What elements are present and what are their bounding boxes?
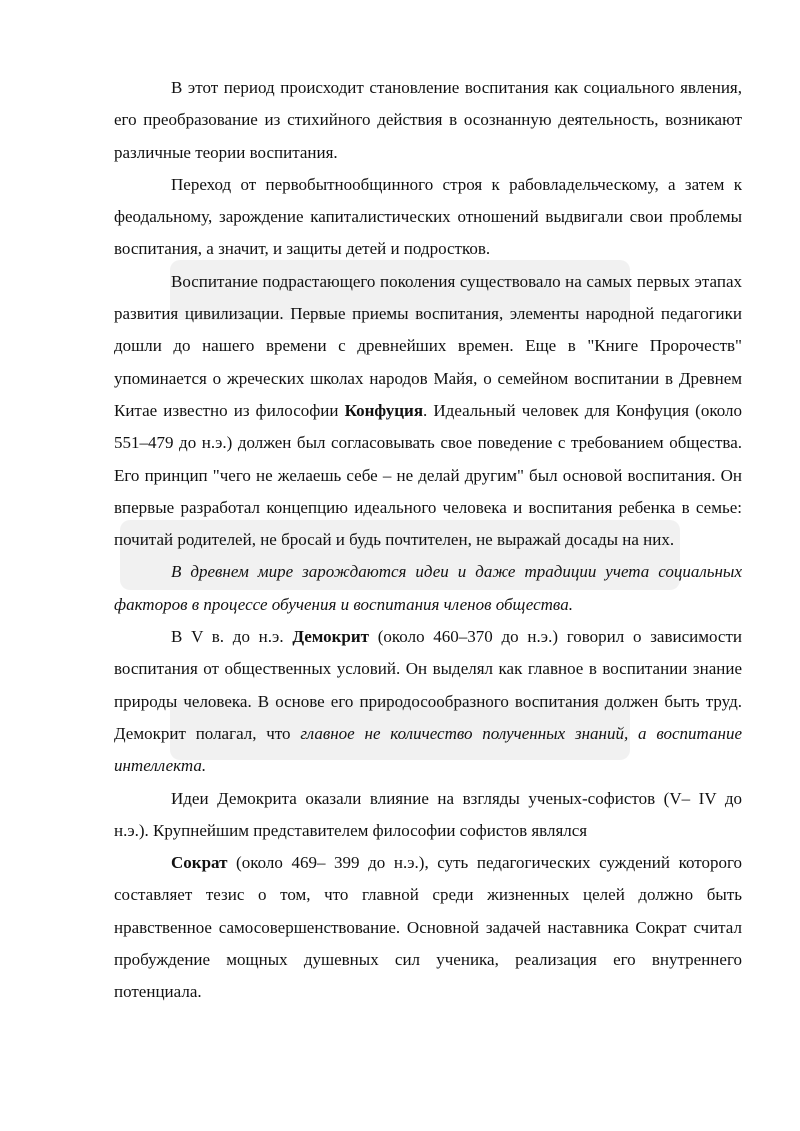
paragraph-3-text-end: . Идеальный человек для Конфуция (около 551–479 до н.э.) должен был согласовывать свое поведение с требованием общества. Его принцип "чего не желаешь себе – не делай другим" был основой воспитания. Он впервые разработал концепцию идеального человека и воспитания ребенка в семье: почитай родителей, не бросай и будь почтителен, не выражай досады на них. (114, 400, 742, 550)
paragraph-7-text: (около 469– 399 до н.э.), суть педагогических суждений которого составляет тезис о том, что главной среди жизненных целей должно быть нравственное самосовершенствование. Основной задачей наставника Сократ считал пробуждение мощных душевных сил ученика, реализация его внутреннего потенциала. (114, 853, 742, 1002)
paragraph-6-text: Идеи Демокрита оказали влияние на взгляды ученых-софистов (V– IV до н.э.). Крупнейшим представителем философии софистов являлся (114, 788, 742, 840)
name-socrates: Сократ (171, 853, 228, 873)
paragraph-2-text: Переход от первобытнообщинного строя к рабовладельческому, а затем к феодальному, зарождение капиталистических отношений выдвигали свои проблемы воспитания, а значит, и защиты детей и подростков. (114, 174, 742, 259)
paragraph-6 (114, 783, 742, 848)
paragraph-4-text: В древнем мире зарождаются идеи и даже традиции учета социальных факторов в процессе обучения и воспитания членов общества. (114, 562, 742, 614)
paragraph-1-text: В этот период происходит становление воспитания как социального явления, его преобразование из стихийного действия в осознанную деятельность, возникают различные теории воспитания. (114, 78, 742, 162)
paragraph-5-text-start: В V в. до н.э. (171, 627, 293, 647)
paragraph-4-italic (114, 556, 742, 621)
paragraph-5-italic-text: главное не количество полученных знаний, а воспитание интеллекта. (114, 723, 742, 776)
paragraph-5-text-mid: (около 460–370 до н.э.) говорил о зависимости воспитания от общественных условий. Он выделял как главное в воспитании знание природы человека. В основе его природосообразного воспитания должен быть труд. Демокрит полагал, что (114, 627, 742, 743)
name-confucius: Конфуция (344, 400, 424, 420)
paragraph-2 (114, 169, 742, 266)
paragraph-3 (114, 266, 742, 557)
paragraph-7 (114, 847, 742, 1008)
paragraph-3-text-start: Воспитание подрастающего поколения существовало на самых первых этапах развития цивилизации. Первые приемы воспитания, элементы народной педагогики дошли до нашего времени с древнейших времен. Еще в "Книге Пророчеств" упоминается о жреческих школах народов Майя, о семейном воспитании в Древнем Китае известно из философии (114, 271, 742, 420)
name-democritus: Демокрит (292, 627, 370, 647)
paragraph-1 (114, 72, 742, 169)
paragraph-5 (114, 621, 742, 782)
